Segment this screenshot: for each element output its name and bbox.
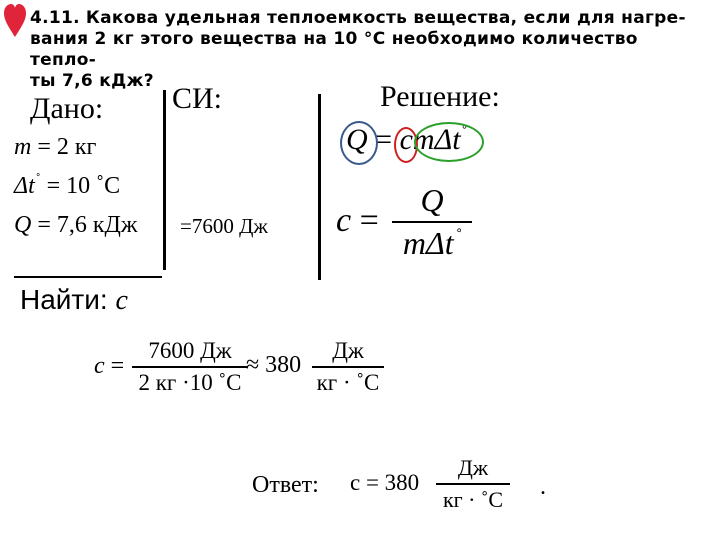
problem-number: 4.11. <box>30 8 80 28</box>
answer-expression: c = 380 <box>350 470 420 495</box>
calc-lhs: c = <box>94 353 125 379</box>
calc-unit-fraction <box>312 338 384 396</box>
si-heading: СИ: <box>172 82 223 115</box>
problem-statement <box>30 8 710 92</box>
problem-line-1: 4.11. Какова удельная теплоемкость вещества, если для нагре- <box>30 8 686 28</box>
calc-unit-denominator: кг · ˚C <box>316 369 380 395</box>
given-heat: Q = 7,6 кДж <box>14 212 138 238</box>
heart-icon <box>4 4 26 38</box>
heat-formula: Q = cmΔt˚ <box>346 122 468 156</box>
fraction-bar <box>132 366 248 368</box>
calc-fraction <box>132 338 248 396</box>
problem-line-2: вания 2 кг этого вещества на 10 °С необходимо количество тепло- <box>30 29 638 70</box>
given-si-divider <box>163 90 166 270</box>
given-mass: m = 2 кг <box>14 134 97 160</box>
highlight-oval-q <box>340 121 378 165</box>
fraction-bar <box>392 221 472 223</box>
answer-unit-denominator: кг · ˚C <box>442 486 504 512</box>
solution-heading: Решение: <box>380 80 500 113</box>
c-formula-numerator: Q <box>420 182 444 218</box>
given-heading: Дано: <box>30 92 104 125</box>
calc-numerator: 7600 Дж <box>148 338 232 363</box>
c-formula-fraction <box>392 182 472 262</box>
fraction-bar <box>312 366 384 368</box>
find-label: Найти: c <box>20 284 128 316</box>
si-solution-divider <box>318 94 321 280</box>
si-heat-value: =7600 Дж <box>180 214 268 238</box>
c-formula-lhs: c = <box>336 202 379 239</box>
calc-unit-numerator: Дж <box>332 338 364 363</box>
answer-unit-numerator: Дж <box>457 455 489 480</box>
answer-unit-fraction <box>436 455 510 513</box>
c-formula-denominator: mΔt˚ <box>402 224 462 261</box>
answer-label: Ответ: <box>252 472 319 498</box>
highlight-oval-mdt <box>414 122 484 162</box>
given-temperature: Δt˚ = 10 ˚C <box>14 172 121 199</box>
find-divider <box>14 276 162 278</box>
fraction-bar <box>436 483 510 485</box>
answer-period: . <box>540 474 546 500</box>
calc-denominator: 2 кг ·10 ˚C <box>138 369 242 395</box>
calc-approx: ≈ 380 <box>246 352 302 378</box>
problem-line-3: ты 7,6 кДж? <box>30 71 154 91</box>
